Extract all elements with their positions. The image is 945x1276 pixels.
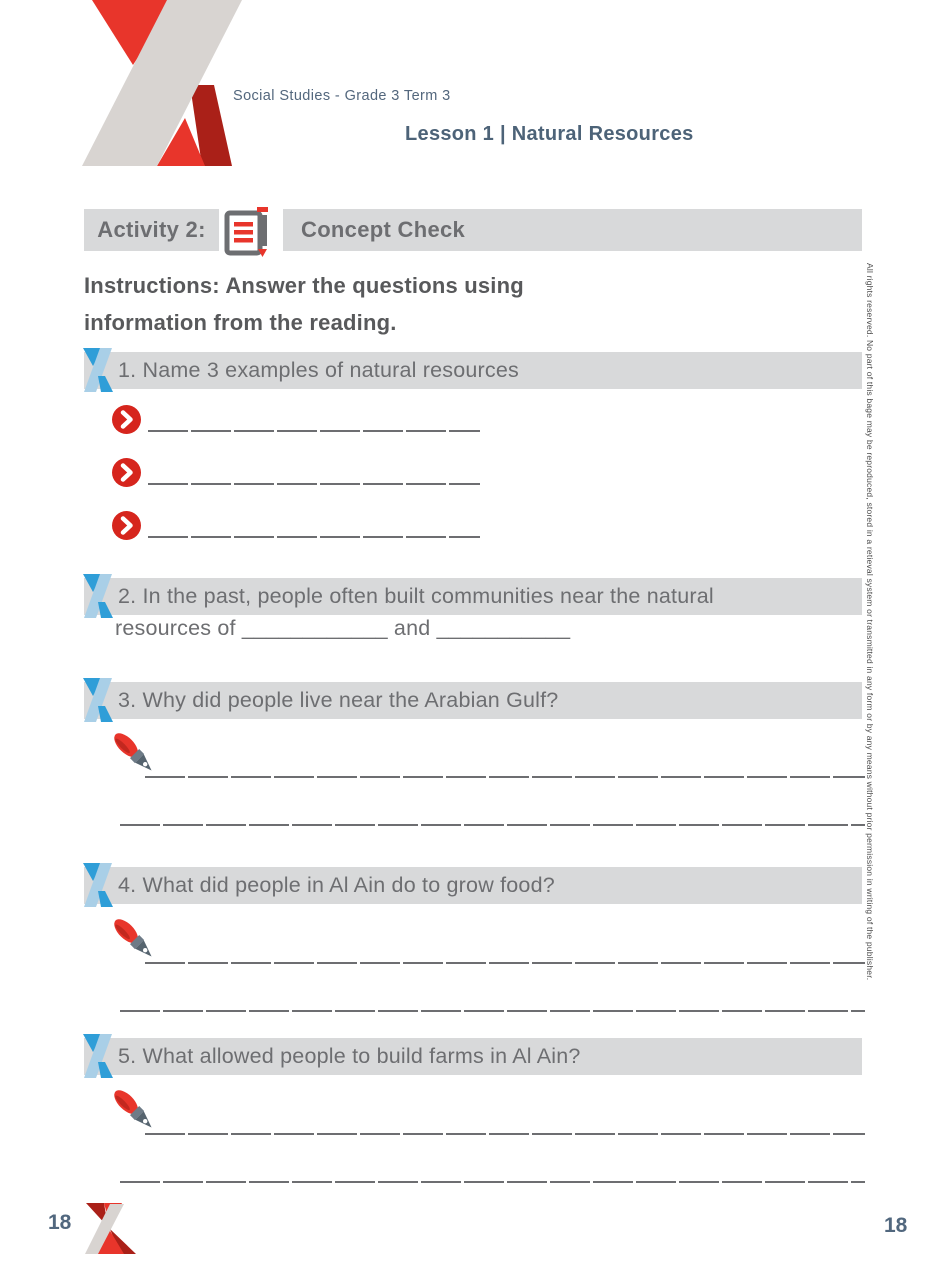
blue-x-icon	[83, 348, 113, 392]
question-5-bar	[84, 1038, 862, 1075]
chevron-right-icon	[112, 458, 141, 487]
instructions-line2: information from the reading.	[84, 310, 397, 335]
question-2-bar	[84, 578, 862, 615]
chevron-right-icon	[112, 511, 141, 540]
brand-x-logo-icon	[72, 0, 242, 170]
activity-title-bar	[283, 209, 862, 251]
activity-label	[84, 209, 219, 251]
answer-line	[148, 536, 480, 538]
question-4-text: 4. What did people in Al Ain do to grow food?	[118, 873, 555, 897]
copyright-notice: All rights reserved. No part of this bage may be reproduced, stored in a retieval system or transmitted in any form or by any means without prior permission in writing of the publisher.	[865, 263, 875, 981]
lesson-title: Lesson 1 | Natural Resources	[405, 123, 694, 145]
activity-title-text: Concept Check	[301, 217, 466, 242]
blue-x-icon	[83, 574, 113, 618]
answer-line	[148, 430, 480, 432]
answer-line	[145, 1133, 865, 1135]
instructions-line1: Instructions: Answer the questions using	[84, 273, 524, 298]
question-5-text: 5. What allowed people to build farms in Al Ain?	[118, 1044, 581, 1068]
page-number-left: 18	[48, 1211, 72, 1234]
question-1-bar	[84, 352, 862, 389]
question-4-bar	[84, 867, 862, 904]
answer-line	[120, 1181, 865, 1183]
answer-line	[120, 824, 865, 826]
chevron-right-icon	[112, 405, 141, 434]
chevron-circle-icon	[112, 458, 141, 487]
blue-x-icon	[83, 1034, 113, 1078]
answer-line	[145, 776, 865, 778]
question-2-continuation: resources of ____________ and ___________	[115, 616, 571, 640]
instructions	[84, 267, 524, 341]
course-title: Social Studies - Grade 3 Term 3	[233, 88, 451, 104]
answer-line	[120, 1010, 865, 1012]
page-number-right: 18	[884, 1214, 908, 1237]
answer-line	[148, 483, 480, 485]
brand-x-logo-small-icon	[84, 1202, 154, 1257]
answer-line	[145, 962, 865, 964]
question-1-text: 1. Name 3 examples of natural resources	[118, 358, 519, 382]
blue-x-icon	[83, 863, 113, 907]
question-2-text: 2. In the past, people often built communities near the natural	[118, 584, 714, 608]
activity-label-text: Activity 2:	[97, 217, 206, 242]
question-3-bar	[84, 682, 862, 719]
chevron-circle-icon	[112, 511, 141, 540]
blue-x-icon	[83, 678, 113, 722]
document-pencil-icon	[224, 205, 274, 257]
question-3-text: 3. Why did people live near the Arabian Gulf?	[118, 688, 559, 712]
chevron-circle-icon	[112, 405, 141, 434]
